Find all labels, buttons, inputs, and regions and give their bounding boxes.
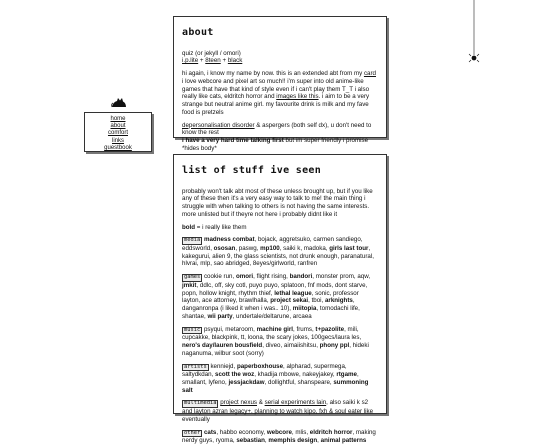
nav-link-links[interactable]: links xyxy=(111,137,124,144)
other-text-6: , xyxy=(317,437,321,445)
other-bold-2: webcore xyxy=(266,428,292,436)
music-bold-4: phony ppl xyxy=(319,342,350,350)
project-nexus-link[interactable]: project nexus xyxy=(220,399,258,407)
media-bold-3: mp100 xyxy=(260,244,280,252)
games-bold-5: project sekai xyxy=(270,297,309,305)
games-text-3: , monster prom, aqw, xyxy=(312,273,371,281)
games-paragraph xyxy=(182,273,378,320)
quiz-plus-1: + xyxy=(199,57,204,65)
artists-bold-2: scott the woz xyxy=(215,371,255,379)
multimedia-text: , also saiki k s2 and layton azran legacy+. planning to watch kipo, fxh & soul eater like eventually xyxy=(182,399,374,423)
other-bold-6: animal patterns xyxy=(320,437,367,445)
disorder-link[interactable]: depersonalisation disorder xyxy=(182,121,255,129)
artists-paragraph xyxy=(182,363,378,395)
legend-paragraph xyxy=(182,224,378,232)
nav-link-guestbook[interactable]: guestbook xyxy=(104,144,132,151)
games-text-2: , flight rising, xyxy=(253,273,290,281)
other-bold-5: memphis design xyxy=(268,437,318,445)
quiz-link-black[interactable]: black xyxy=(227,57,243,65)
about-card xyxy=(173,16,387,152)
games-text-9: , undertale/deltarune, arcaea xyxy=(232,312,312,320)
games-bold-7: miitopia xyxy=(292,305,317,313)
music-paragraph xyxy=(182,326,378,358)
artists-text-3: , khadija mbowe, nakeyjakey, xyxy=(254,371,337,379)
artists-bold-4: jessjackdaw xyxy=(228,378,265,386)
media-text-4: , kakegurui, alien 9, the glass scientists, not drunk enough, paranatural, hlvrai, mlp, sao abridged, 8eyes/girlworld, ranfren xyxy=(182,244,374,268)
multimedia-paragraph xyxy=(182,399,378,423)
quiz-paragraph xyxy=(182,50,378,66)
artists-bold-3: rtgame xyxy=(336,371,357,379)
images-link[interactable]: images like this xyxy=(276,93,319,101)
other-text-1: , habbo economy, xyxy=(216,428,267,436)
other-text-5: , xyxy=(264,437,269,445)
disorders-text: & aspergers (both self dx), u don't need to know the rest xyxy=(182,121,372,137)
games-text-6: , tboi, xyxy=(308,297,325,305)
multimedia-mid: & xyxy=(257,399,265,407)
quiz-link-lite[interactable]: i.p.lite xyxy=(182,57,199,65)
games-bold-2: bandori xyxy=(289,273,313,281)
list-card xyxy=(173,154,387,445)
music-text-1: psyqui, metaroom, xyxy=(202,325,257,333)
media-paragraph xyxy=(182,236,378,268)
artists-tag: artists xyxy=(184,363,207,370)
games-text-7: , danganronpa (i liked it when i was.. 10), xyxy=(182,297,355,313)
music-bold-1: machine girl xyxy=(256,325,294,333)
media-text-3: , saiki k, madoka, xyxy=(279,244,330,252)
artists-text-4: , smallant, lyfeno, xyxy=(182,371,359,386)
about-title: about xyxy=(182,27,214,38)
artists-text-1: kenniejd, xyxy=(208,362,237,370)
games-bold-4: lethal league xyxy=(274,289,312,297)
hard-time-text: but im super friendly i promise *hides body* xyxy=(182,137,369,152)
legend-text: = i really like them xyxy=(195,223,247,231)
intro-text-post: . i aim to be a very strange but neutral anime girl. my favourite drink is milk and my fave food is pretzels xyxy=(182,93,370,116)
cat-icon xyxy=(111,97,127,108)
artists-bold-5: summoning salt xyxy=(182,378,369,394)
games-bold-1: omori xyxy=(235,273,254,281)
media-text-1: , bojack, aggretsuko, carmen sandiego, eddsworld, xyxy=(182,236,363,252)
other-paragraph xyxy=(182,429,378,445)
games-bold-6: arknights xyxy=(324,297,353,305)
nav-link-home[interactable]: home xyxy=(110,116,126,122)
music-bold-3: nero's day/lauren bousfield xyxy=(182,342,263,350)
music-text-2: , frums, xyxy=(293,325,316,333)
other-text-2: , mlis, xyxy=(291,428,310,436)
quiz-plus-2: + xyxy=(222,57,227,65)
multimedia-tag: multimedia xyxy=(184,400,217,407)
music-tag: music xyxy=(184,326,201,333)
nav-link-comfort[interactable]: comfort xyxy=(107,130,128,137)
other-bold-3: eldritch horror xyxy=(309,428,353,436)
games-text-1: cookie run, xyxy=(202,273,236,281)
games-text-5: , sonic, professor layton, ace attorney, brawlhalla, xyxy=(182,289,359,305)
artists-text-5: , dollightful, shanspeare, xyxy=(264,378,334,386)
media-bold-1: madness combat xyxy=(203,236,255,244)
games-bold-3: jmkit xyxy=(182,281,197,289)
music-text-3b: tt, loona, the scary jokes, 100gecs/laura les, xyxy=(240,334,362,342)
other-text-3: , making xyxy=(352,428,376,436)
intro-text-mid: i love webcore and pixel art so much!! i'm super into old anime-like games that have that kind of style even if i can't play them T_T i also really like cats, eldritch horror and xyxy=(182,77,370,101)
card-link[interactable]: card xyxy=(363,70,376,77)
other-tag: other xyxy=(184,429,201,436)
media-tag: media xyxy=(184,237,201,244)
artists-bold-1: paperboxhouse xyxy=(236,362,284,370)
other-bold-1: cats xyxy=(203,428,217,436)
hard-time-bold: i have a very hard time talking first xyxy=(182,137,284,144)
music-text-3: , mili, cupcakke, blackpink, xyxy=(182,325,359,342)
site-navigation xyxy=(84,112,152,152)
list-intro: probably won't talk abt most of these unless brought up, but if you like any of these then it's a very easy way to talk to me! the main thing i struggle with when talking to others is not having the same interests. more unlisted but if theyre not here i probably didnt like it xyxy=(182,187,373,218)
music-text-4: , diveo, aimaiishitsu, xyxy=(262,342,320,350)
artists-text-2: , alpharad, supermega, saltydkdan, xyxy=(182,362,347,379)
games-text-4: , ddlc, off, sky cotl, puyo puyo, splatoon, fnf mods, dont starve, popn, hollow knight, rhythm thief, xyxy=(182,281,368,297)
disorders-paragraph xyxy=(182,122,378,153)
games-bold-8: wii party xyxy=(207,312,233,320)
quiz-line: quiz (or jekyll / omori) xyxy=(182,49,241,57)
intro-paragraph xyxy=(182,70,378,117)
other-text-4: nerdy guys, ryoma, xyxy=(182,437,237,445)
media-text-2: , paswg, xyxy=(235,244,261,252)
music-text-5: , hideki naganuma, wilbur soot (sorry) xyxy=(182,342,369,357)
media-bold-4: girls last tour xyxy=(329,244,369,252)
lain-link[interactable]: serial experiments lain xyxy=(264,399,327,407)
nav-link-about[interactable]: about xyxy=(110,123,126,130)
games-tag: games xyxy=(184,274,201,281)
games-text-8: , tomodachi life, shantae, xyxy=(182,305,360,320)
spider-icon xyxy=(468,0,480,64)
intro-text: hi again, i know my name by now. this is an extended abt from my xyxy=(182,70,364,77)
quiz-link-8teen[interactable]: 8teen xyxy=(205,57,221,65)
media-bold-2: ososan xyxy=(213,244,236,252)
music-bold-2: t+pazolite xyxy=(315,325,345,333)
legend-bold: bold xyxy=(182,223,196,231)
other-bold-4: sebastian xyxy=(236,437,265,445)
list-title: list of stuff ive seen xyxy=(182,165,322,176)
